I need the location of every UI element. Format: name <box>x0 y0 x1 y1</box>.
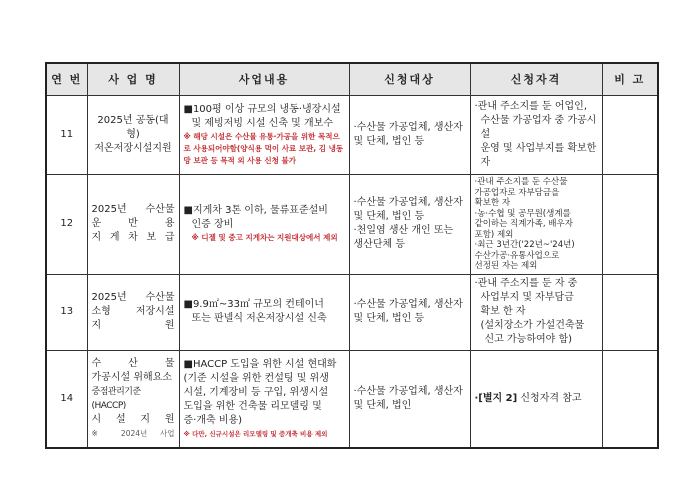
target <box>349 350 470 448</box>
qual-line: (설치장소가 가설건축물 <box>480 320 585 331</box>
content-line: 증·개축 비용) <box>183 414 243 426</box>
content-note: ※ 해당 시설은 수산물 유통·가공을 위한 목적으로 사용되어야함(양식용 먹이 사료 보관, 김 냉동망 보관 등 목적 외 사용 신청 불가 <box>183 132 344 165</box>
content-line: ■9.9㎡~33㎡ 규모의 컨테이너 <box>183 299 324 310</box>
appendix-reference: ·[별지 2] <box>474 392 518 404</box>
name-line: 저온저장시설지원 <box>94 143 172 154</box>
qualification <box>470 175 602 275</box>
content-line: (기준 시설을 위한 컨설팅 및 위생 <box>183 372 329 384</box>
target-line: ·수산물 가공업체, 생산자 <box>353 122 463 133</box>
name-line: 2025년 공동(대형) <box>97 115 169 140</box>
qualification <box>470 96 602 175</box>
qual-line: ·농·수협 및 공무원(생계를 <box>474 208 571 219</box>
target-line: ·천일염 생산 개인 또는 <box>353 225 454 237</box>
row-number: 11 <box>46 96 87 175</box>
content-line: ■지게차 3톤 이하, 물류표준설비 <box>183 205 328 217</box>
qual-line: 수산물 가공업자 중 가공시설 <box>480 115 597 140</box>
content-line: 도입을 위한 건축물 리모델링 및 <box>183 400 322 412</box>
content-note: ※ 디젤 및 중고 지게차는 지원대상에서 제외 <box>191 233 338 243</box>
name-line: 2025년 수산물 <box>91 292 175 303</box>
qual-line: ·관내 주소지를 둔 어업인, <box>474 101 587 112</box>
target <box>349 274 470 350</box>
project-content <box>179 175 349 275</box>
header-target: 신청대상 <box>349 63 470 96</box>
target-line: 및 단체, 법인 등 <box>353 136 425 147</box>
qual-line: 신고 가능하여야 함) <box>484 334 573 345</box>
qual-line: ·최근 3년간('22년~'24년) <box>474 240 575 250</box>
row-number: 14 <box>46 350 87 448</box>
target-line: ·수산물 가공업체, 생산자 <box>353 385 463 397</box>
remark <box>602 175 658 275</box>
table-row <box>46 96 658 175</box>
qual-line: 사업부지 및 자부담금 <box>480 292 574 303</box>
qual-line: ·관내 주소지를 둔 자 중 <box>474 278 578 289</box>
target-line: 생산단체 등 <box>353 239 405 251</box>
qual-line: 가공업자로 자부담금을 <box>474 187 560 198</box>
table-row <box>46 350 658 448</box>
target-line: 및 단체, 법인 등 <box>353 313 425 324</box>
name-line: 운 반 용 <box>91 218 175 230</box>
name-line: 소형 저장시설 <box>91 306 175 317</box>
qual-line: 확보 한 자 <box>480 306 526 317</box>
content-note: ※ 다만, 신규시설은 리모델링 및 증개축 비용 제외 <box>183 429 328 438</box>
table-row <box>46 274 658 350</box>
header-row <box>46 63 658 96</box>
content-line: 인증 장비 <box>191 219 234 231</box>
project-name <box>87 96 179 175</box>
target <box>349 175 470 275</box>
table-row <box>46 175 658 275</box>
name-line: 가공시설 위해요소 <box>91 371 172 383</box>
project-name <box>87 350 179 448</box>
project-name <box>87 175 179 275</box>
target-line: ·수산물 가공업체, 생산자 <box>353 197 463 209</box>
qual-line: 운영 및 사업부지를 확보한 자 <box>480 143 597 168</box>
remark <box>602 350 658 448</box>
name-line: 2025년 수산물 <box>91 204 175 216</box>
qual-line: 포함) 제외 <box>474 229 514 240</box>
name-line: 시 설 지 원 <box>91 413 175 425</box>
project-table <box>45 62 659 449</box>
qual-line: ·관내 주소지를 둔 수산물 <box>474 177 568 187</box>
project-content <box>179 350 349 448</box>
qual-line: 선정된 자는 제외 <box>474 261 538 271</box>
content-line: 및 제빙저빙 시설 신축 및 개보수 <box>191 118 333 129</box>
project-content <box>179 96 349 175</box>
name-note: ※ 2024년 사업 <box>91 428 175 438</box>
row-number: 13 <box>46 274 87 350</box>
row-number: 12 <box>46 175 87 275</box>
header-no: 연 번 <box>46 63 87 96</box>
project-name <box>87 274 179 350</box>
qual-line: 확보한 자 <box>474 198 511 208</box>
project-content <box>179 274 349 350</box>
header-name: 사 업 명 <box>87 63 179 96</box>
qualification <box>470 274 602 350</box>
target-line: 및 단체, 법인 <box>353 399 412 411</box>
target <box>349 96 470 175</box>
content-line: ■100평 이상 규모의 냉동·냉장시설 <box>183 104 341 115</box>
remark <box>602 274 658 350</box>
content-line: 시설, 기계장비 등 구입, 위생시설 <box>183 386 329 398</box>
qual-text: 신청자격 참고 <box>517 392 582 404</box>
content-line: ■HACCP 도입을 위한 시설 현대화 <box>183 358 337 370</box>
header-content: 사업내용 <box>179 63 349 96</box>
qualification <box>470 350 602 448</box>
header-remark: 비 고 <box>602 63 658 96</box>
name-line: 수 산 물 <box>91 357 175 369</box>
qual-line: 같이하는 직계가족, 배우자 <box>474 219 573 229</box>
remark <box>602 96 658 175</box>
target-line: ·수산물 가공업체, 생산자 <box>353 299 463 310</box>
content-line: 또는 판넬식 저온저장시설 신축 <box>191 313 327 324</box>
name-line: 지 게 차 보 급 <box>91 232 175 244</box>
header-qualification: 신청자격 <box>470 63 602 96</box>
name-line: 지 원 <box>91 320 175 331</box>
target-line: 및 단체, 법인 등 <box>353 211 425 223</box>
qual-line: 수산가공·유통사업으로 <box>474 250 560 261</box>
name-line: 중점관리기준(HACCP) <box>91 386 141 411</box>
